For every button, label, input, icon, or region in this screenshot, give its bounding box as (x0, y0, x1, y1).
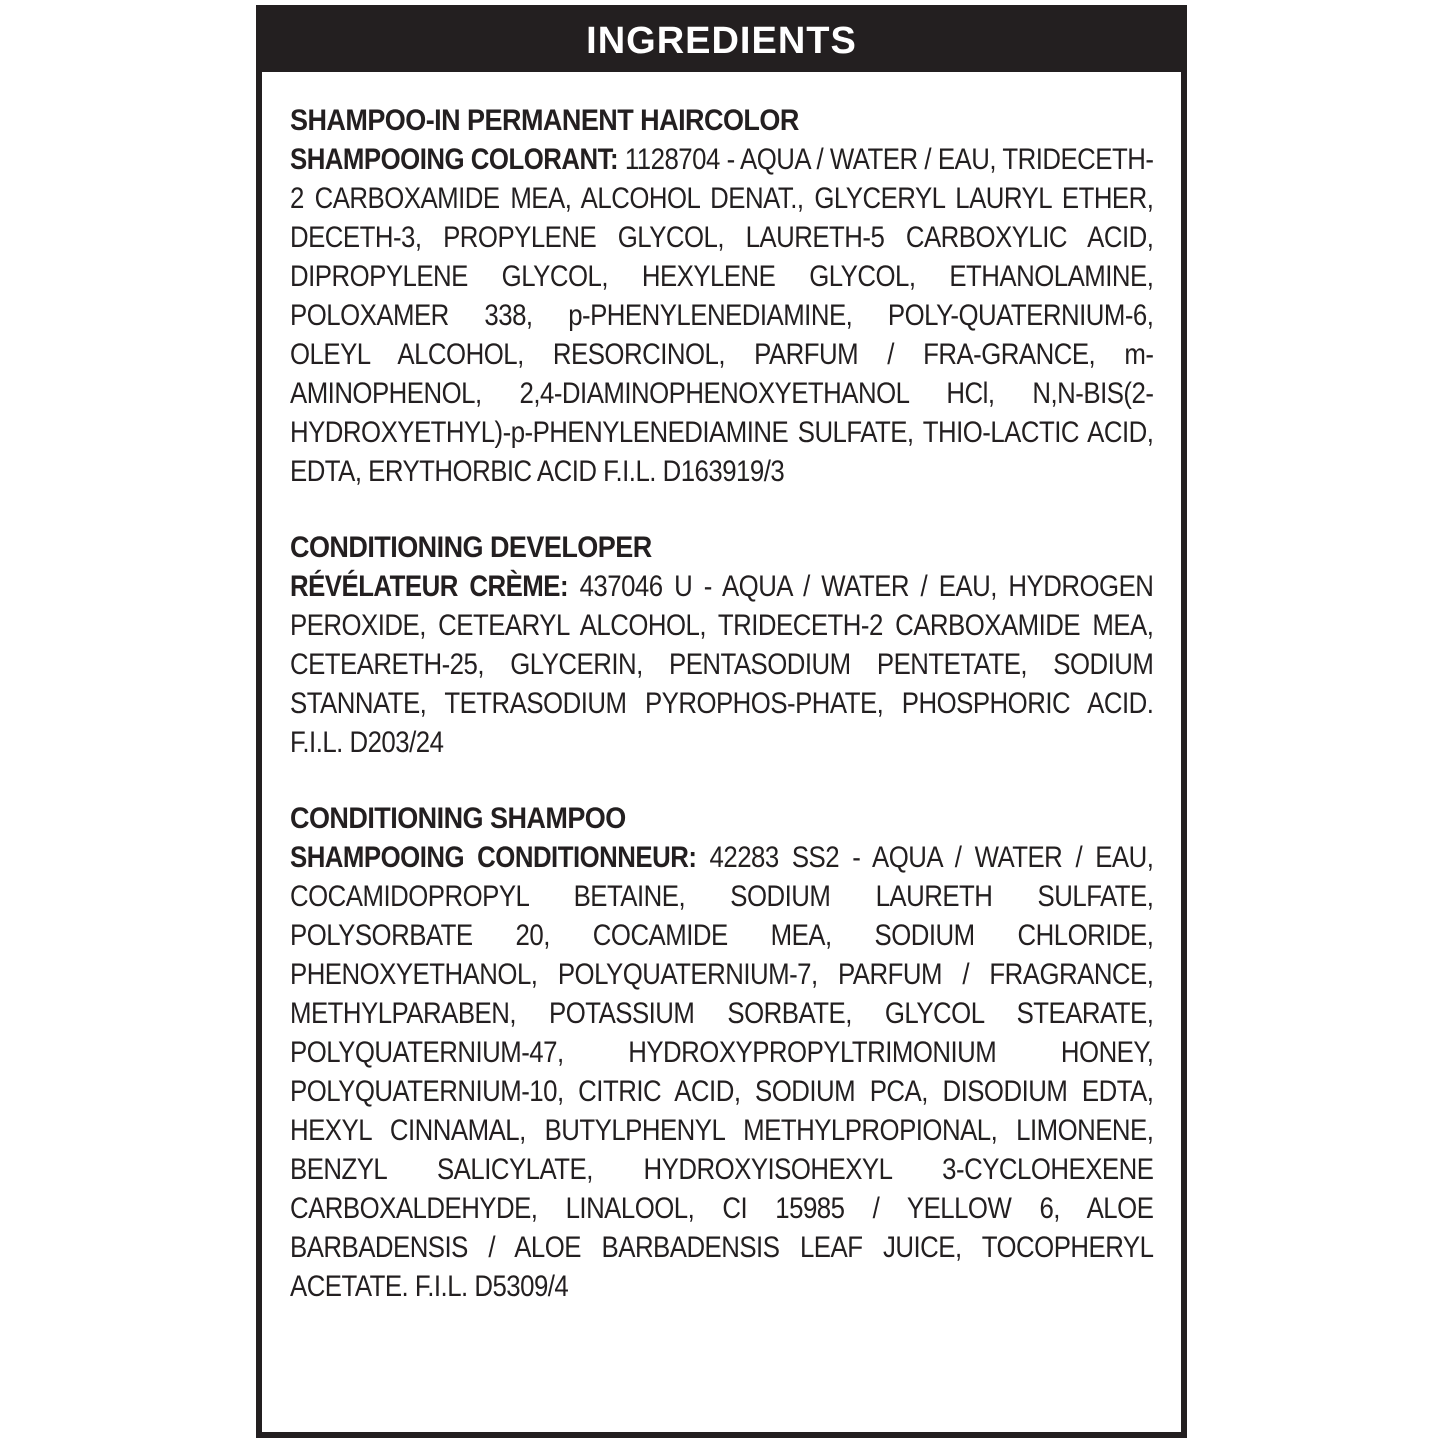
section-title: SHAMPOO-IN PERMANENT HAIRCOLOR (290, 104, 799, 137)
section-body (290, 140, 1153, 491)
section-haircolor (290, 101, 1154, 491)
ingredients-content (290, 101, 1154, 1343)
section-label: SHAMPOOING COLORANT: (290, 143, 619, 176)
ingredients-panel (256, 5, 1187, 1438)
section-title: CONDITIONING SHAMPOO (290, 802, 626, 835)
section-developer (290, 528, 1154, 762)
section-body (290, 567, 1153, 762)
section-label: SHAMPOOING CONDITIONNEUR: (290, 841, 697, 874)
section-label: RÉVÉLATEUR CRÈME: (290, 570, 569, 603)
ingredient-list: 1128704 - AQUA / WATER / EAU, TRIDECETH-2 CARBOXAMIDE MEA, ALCOHOL DENAT., GLYCERYL LAURYL ETHER, DECETH-3, PROPYLENE GLYCOL, LAURETH-5 CARBOXYLIC ACID, DIPROPYLENE GLYCOL, HEXYLENE GLYCOL, ETHANOLAMINE, POLOXAMER 338, p-PHENYLENEDIAMINE, POLY-QUATERNIUM-6, OLEYL ALCOHOL, RESORCINOL, PARFUM / FRA-GRANCE, m-AMINOPHENOL, 2,4-DIAMINOPHENOXYETHANOL HCl, N,N-BIS(2-HYDROXYETHYL)-p-PHENYLENEDIAMINE SULFATE, THIO-LACTIC ACID, EDTA, ERYTHORBIC ACID F.I.L. D163919/3 (290, 143, 1154, 488)
section-title: CONDITIONING DEVELOPER (290, 531, 652, 564)
section-body (290, 838, 1153, 1306)
header-title: INGREDIENTS (586, 20, 857, 62)
ingredients-header (262, 11, 1181, 72)
ingredient-list: 437046 U - AQUA / WATER / EAU, HYDROGEN PEROXIDE, CETEARYL ALCOHOL, TRIDECETH-2 CARBOXAMIDE MEA, CETEARETH-25, GLYCERIN, PENTASODIUM PENTETATE, SODIUM STANNATE, TETRASODIUM PYROPHOS-PHATE, PHOSPHORIC ACID. F.I.L. D203/24 (290, 570, 1154, 759)
ingredient-list: 42283 SS2 - AQUA / WATER / EAU, COCAMIDOPROPYL BETAINE, SODIUM LAURETH SULFATE, POLYSORBATE 20, COCAMIDE MEA, SODIUM CHLORIDE, PHENOXYETHANOL, POLYQUATERNIUM-7, PARFUM / FRAGRANCE, METHYLPARABEN, POTASSIUM SORBATE, GLYCOL STEARATE, POLYQUATERNIUM-47, HYDROXYPROPYLTRIMONIUM HONEY, POLYQUATERNIUM-10, CITRIC ACID, SODIUM PCA, DISODIUM EDTA, HEXYL CINNAMAL, BUTYLPHENYL METHYLPROPIONAL, LIMONENE, BENZYL SALICYLATE, HYDROXYISOHEXYL 3-CYCLOHEXENE CARBOXALDEHYDE, LINALOOL, CI 15985 / YELLOW 6, ALOE BARBADENSIS / ALOE BARBADENSIS LEAF JUICE, TOCOPHERYL ACETATE. F.I.L. D5309/4 (290, 841, 1154, 1303)
section-shampoo (290, 799, 1154, 1306)
